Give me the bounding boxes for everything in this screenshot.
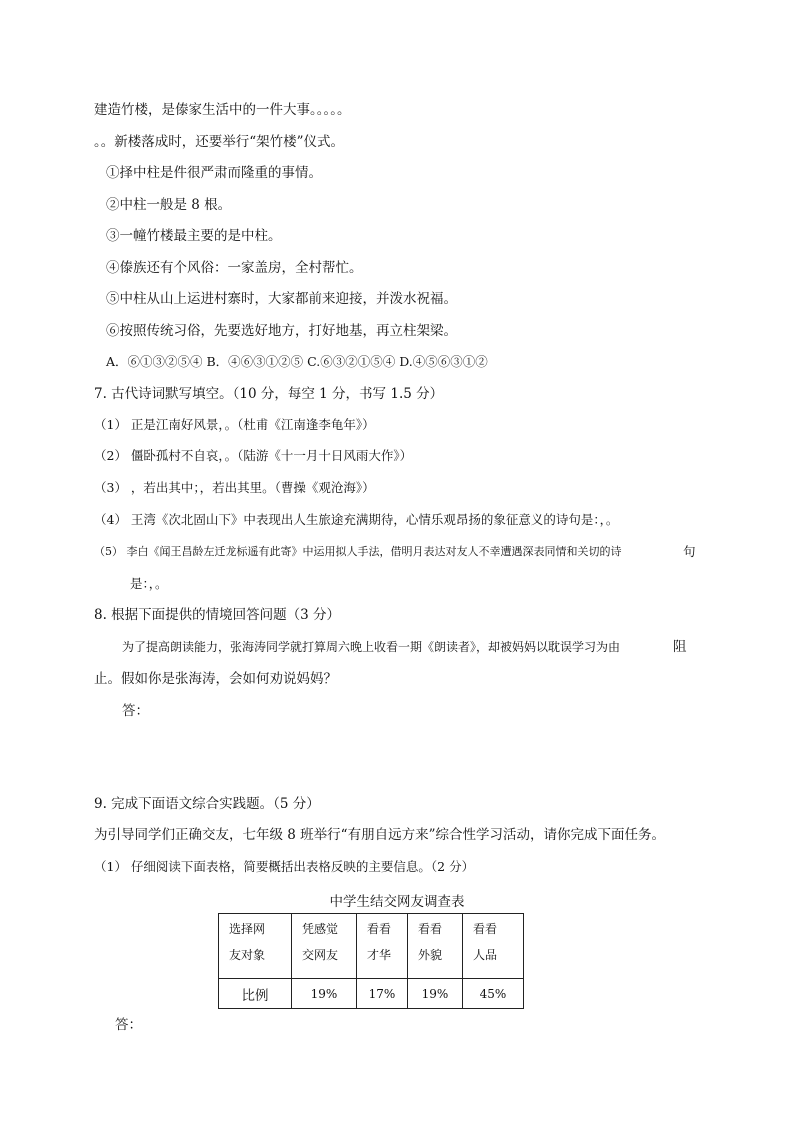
answer-label: 答：: [115, 1017, 142, 1033]
table-header-cell: [219, 914, 292, 979]
question-8: 8. 根据下面提供的情境回答问题（3 分）: [94, 607, 341, 623]
header-text: 交网友: [302, 948, 339, 962]
option-1: ①择中柱是件很严肃而隆重的事情。: [106, 165, 322, 181]
table-cell: 17%: [357, 979, 408, 1009]
header-text: 看看: [367, 922, 392, 936]
option-6: ⑥按照传统习俗，先要选好地方，打好地基，再立柱架梁。: [106, 323, 457, 339]
question-7-4: （4） 王湾《次北固山下》中表现出人生旅途充满期待，心情乐观昂扬的象征意义的诗句是：，。: [94, 512, 619, 527]
question-7-5: （5） 李白《闻王昌龄左迁龙标遥有此寄》中运用拟人手法，借明月表达对友人不幸遭遇深表同情和关切的诗: [94, 545, 622, 558]
question-7-5-cont: 是：，。: [130, 576, 168, 591]
header-text: 看看: [418, 922, 443, 936]
table-header-cell: [357, 914, 408, 979]
question-7-1: （1） 正是江南好风景，。（杜甫《江南逢李龟年》）: [94, 417, 375, 432]
option-3: ③一幢竹楼最主要的是中柱。: [106, 228, 282, 244]
question-9-1: （1） 仔细阅读下面表格，简要概括出表格反映的主要信息。（2 分）: [94, 859, 475, 874]
row-label-cell: 比例: [219, 979, 292, 1009]
question-7-2: （2） 僵卧孤村不自哀，。（陆游《十一月十日风雨大作》）: [94, 448, 413, 463]
question-9-paragraph: 为引导同学们正确交友，七年级 8 班举行“有朋自远方来”综合性学习活动，请你完成下面任务。: [94, 827, 665, 843]
table-cell: 19%: [408, 979, 463, 1009]
header-text: 才华: [367, 948, 392, 962]
table-header-cell: [408, 914, 463, 979]
option-2: ②中柱一般是 8 根。: [106, 197, 232, 213]
table-header-cell: [463, 914, 524, 979]
question-7-3: （3） ，若出其中；，若出其里。（曹操《观沧海》）: [94, 480, 375, 495]
header-text: 外貌: [418, 948, 443, 962]
table-header-cell: [292, 914, 357, 979]
question-9: 9. 完成下面语文综合实践题。（5 分）: [94, 796, 320, 812]
header-text: 凭感觉: [302, 922, 339, 936]
text-line: 。。新楼落成时，还要举行“架竹楼”仪式。: [94, 134, 345, 150]
table-cell: 19%: [292, 979, 357, 1009]
header-text: 看看: [473, 922, 498, 936]
text-line: 建造竹楼，是傣家生活中的一件大事。。。。。: [94, 102, 351, 118]
question-8-paragraph: 为了提高朗读能力，张海涛同学就打算周六晚上收看一期《朗读者》，却被妈妈以耽误学习为由: [122, 640, 621, 654]
header-text: 选择网: [229, 922, 266, 936]
answer-choices: A．⑥①③②⑤④ B．④⑥③①②⑤ C.⑥③②①⑤④ D.④⑤⑥③①②: [106, 354, 488, 369]
answer-label: 答：: [122, 703, 149, 719]
table-row: [219, 979, 524, 1009]
header-text: 人品: [473, 948, 498, 962]
table-cell: 45%: [463, 979, 524, 1009]
option-4: ④傣族还有个风俗：一家盖房，全村帮忙。: [106, 260, 363, 276]
question-7-5-tail: 句: [683, 544, 696, 559]
option-5: ⑤中柱从山上运进村寨时，大家都前来迎接，并泼水祝福。: [106, 291, 457, 307]
header-text: 友对象: [229, 948, 266, 962]
question-7: 7. 古代诗词默写填空。（10 分，每空 1 分，书写 1.5 分）: [94, 386, 444, 402]
table-title: 中学生结交网友调查表: [329, 894, 465, 910]
question-8-tail: 阻: [673, 639, 687, 655]
table-header-row: [219, 914, 524, 979]
survey-table: [218, 913, 524, 1009]
question-8-paragraph-cont: 止。假如你是张海涛，会如何劝说妈妈？: [94, 671, 337, 687]
